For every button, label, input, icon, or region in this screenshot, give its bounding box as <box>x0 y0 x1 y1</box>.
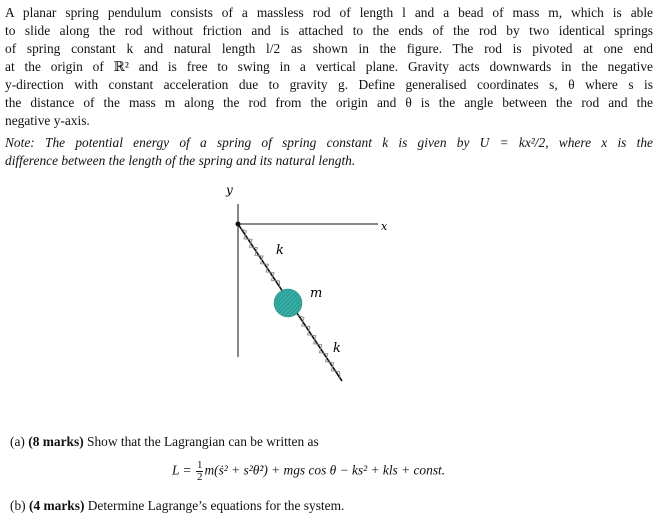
bead-mass <box>274 289 302 317</box>
problem-line: the distance of the mass m along the rod from the origin and θ is the angle between the rod and the <box>5 95 653 110</box>
spring-top-label: k <box>276 243 284 258</box>
problem-line: y-direction with constant acceleration due to gravity g. Define generalised coordinates s, θ where s is <box>5 77 653 92</box>
part-a-marks: (8 marks) <box>28 434 84 449</box>
part-b-marks: (4 marks) <box>28 498 85 513</box>
fraction-denominator: 2 <box>196 471 203 483</box>
problem-line: A planar spring pendulum consists of a massless rod of length l and a bead of mass m, which is able <box>5 5 653 20</box>
problem-statement <box>5 4 653 130</box>
part-a-text: Show that the Lagrangian can be written as <box>87 434 319 449</box>
mass-label: m <box>310 286 323 301</box>
y-axis-label: y <box>226 183 233 197</box>
problem-line: to slide along the rod without friction and is attached to the ends of the rod by two identical springs <box>5 23 653 38</box>
equation-lhs: L = <box>172 462 192 478</box>
equation-rhs: m(ṡ² + s²θ̇²) + mgs cos θ − ks² + kls + const. <box>204 462 446 478</box>
problem-line: at the origin of ℝ² and is free to swing in a vertical plane. Gravity acts downwards in the negative <box>5 59 653 74</box>
part-a-label: (a) <box>10 434 25 449</box>
x-axis-label: x <box>381 220 388 233</box>
note-line: difference between the length of the spring and its natural length. <box>5 153 356 168</box>
spring-bottom-label: k <box>333 341 341 356</box>
part-b <box>10 498 344 514</box>
part-b-text: Determine Lagrange’s equations for the system. <box>87 498 345 513</box>
part-a <box>10 434 319 450</box>
note <box>5 134 653 170</box>
note-line: Note: The potential energy of a spring of spring constant k is given by U = kx²/2, where x is the <box>5 135 653 150</box>
equation-fraction <box>196 460 204 483</box>
part-b-label: (b) <box>10 498 26 513</box>
spring-pendulum-figure <box>200 182 410 422</box>
problem-line: negative y-axis. <box>5 113 90 128</box>
lagrangian-equation <box>172 460 445 483</box>
problem-line: of spring constant k and natural length l/2 as shown in the figure. The rod is pivoted at one end <box>5 41 653 56</box>
fraction-numerator: 1 <box>196 459 203 471</box>
